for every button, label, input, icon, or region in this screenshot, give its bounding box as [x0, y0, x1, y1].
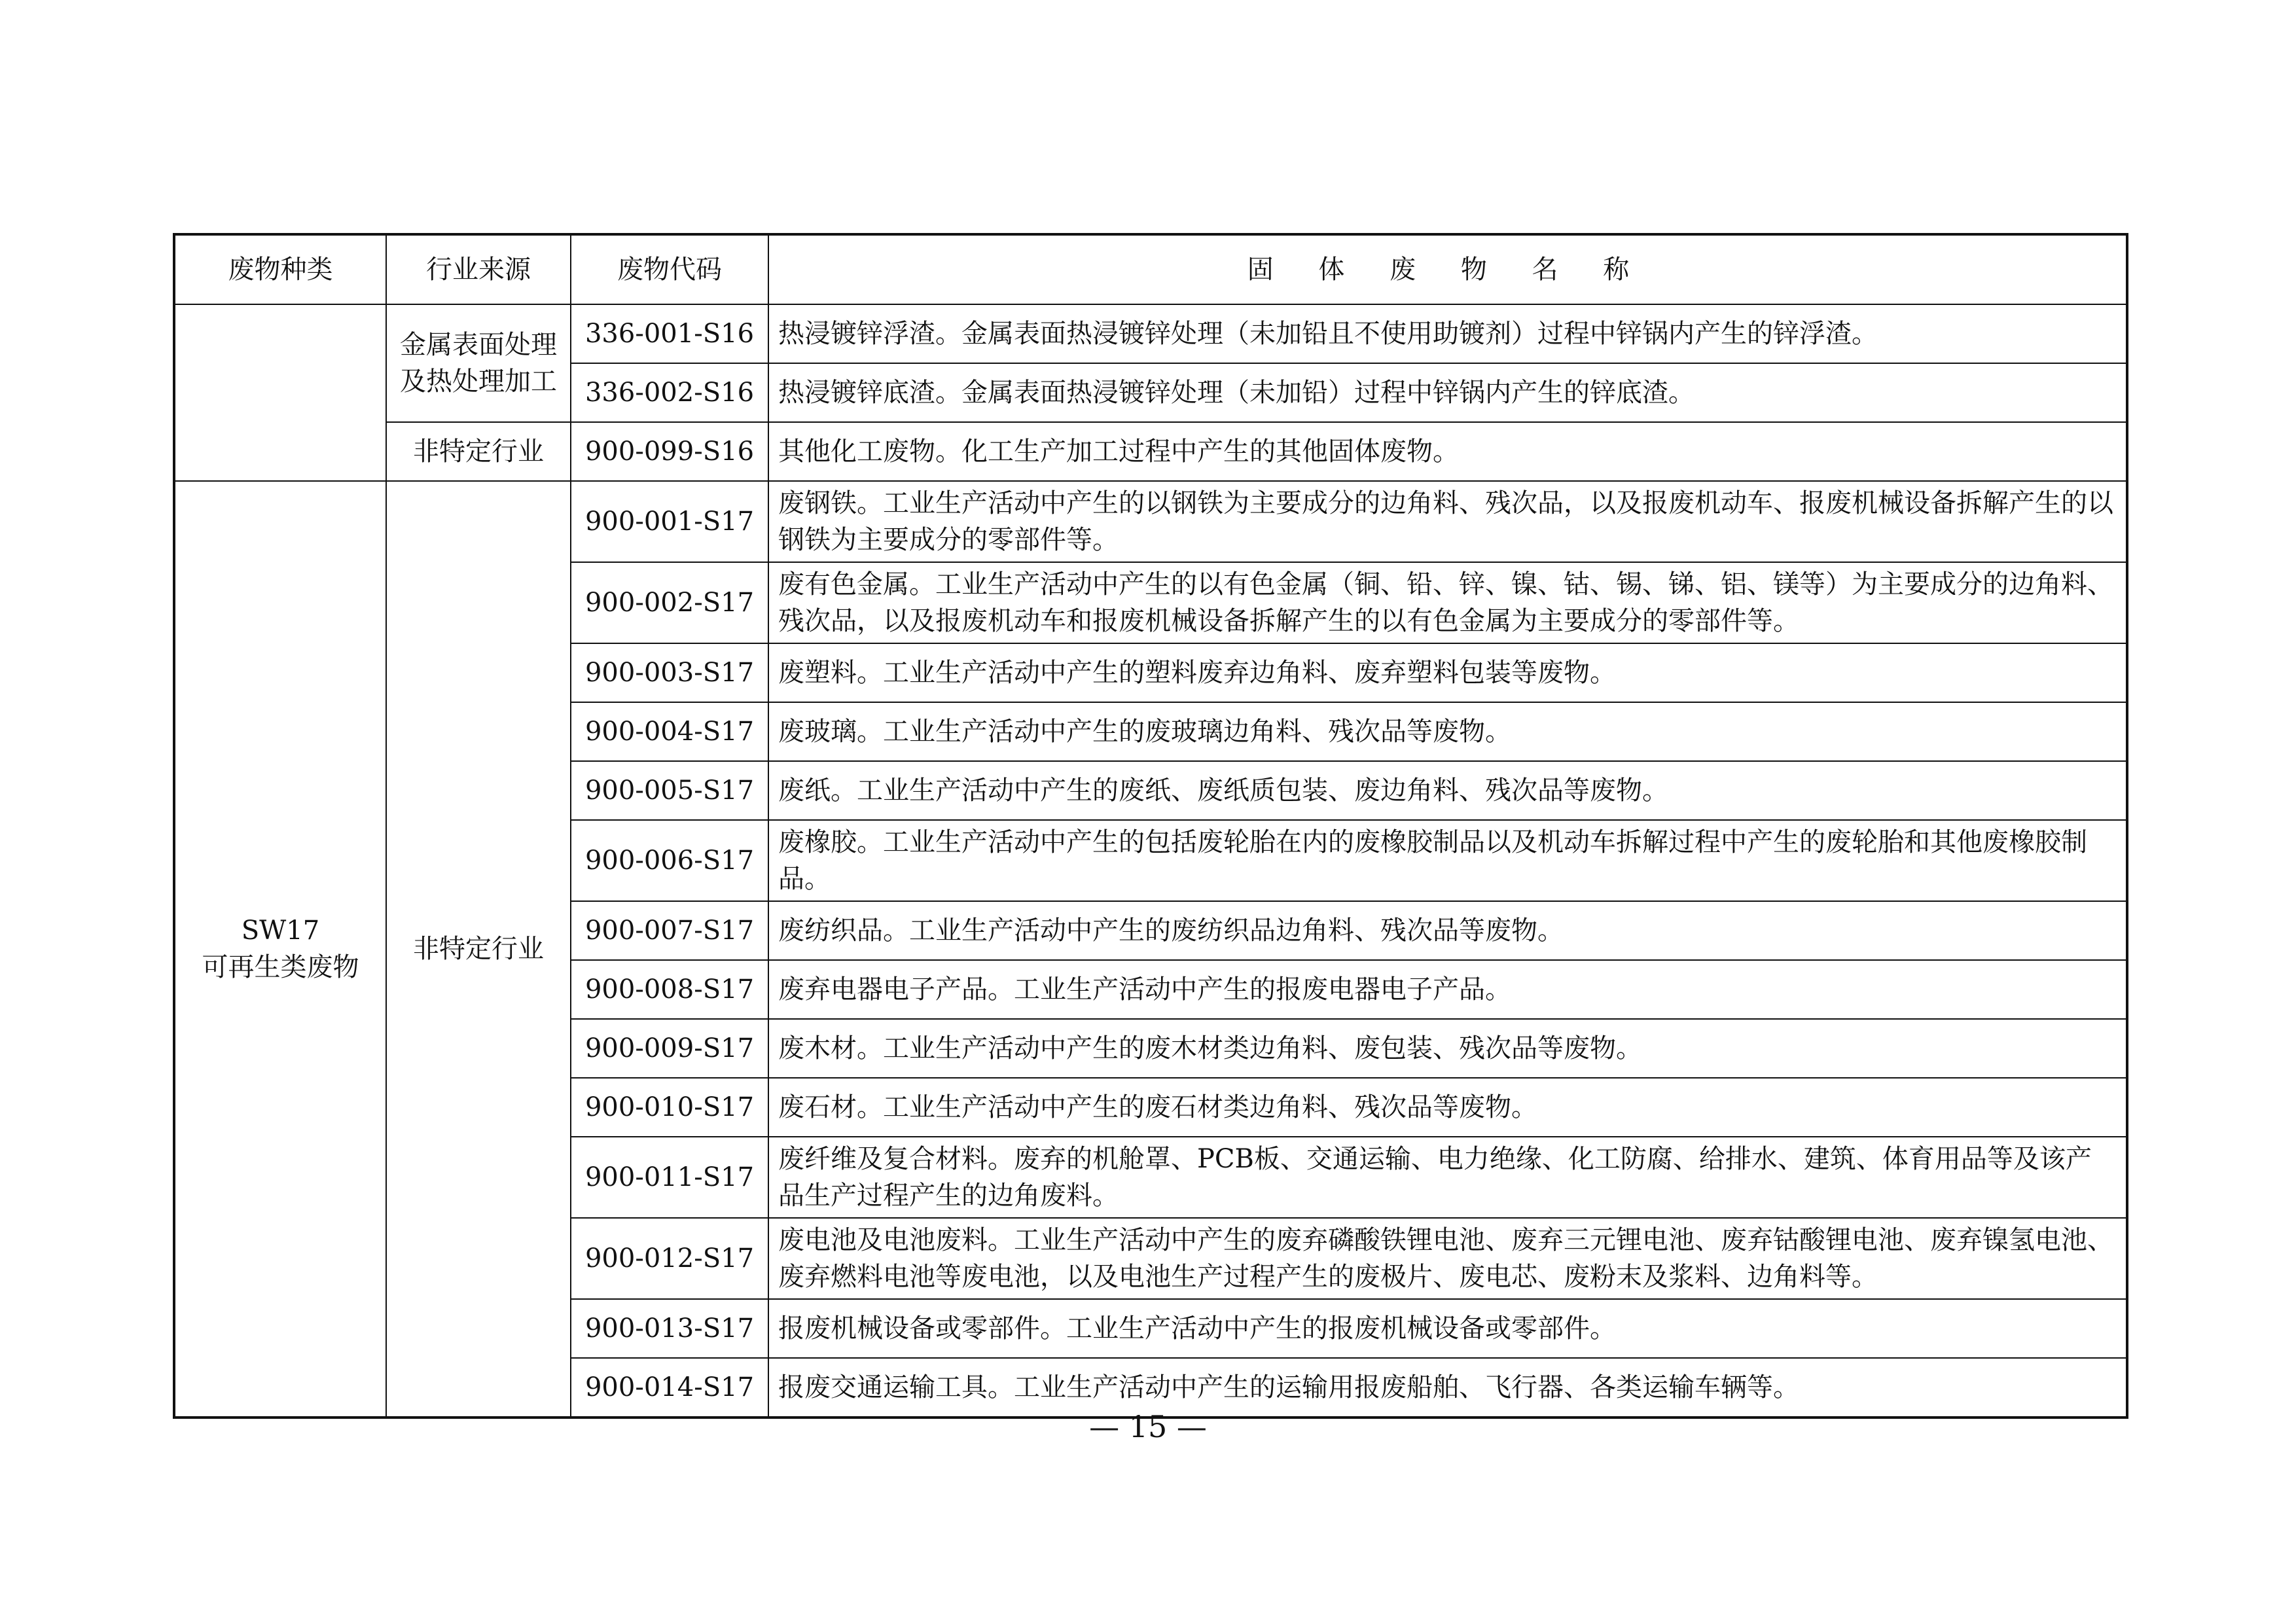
- header-kind: 废物种类: [174, 234, 386, 304]
- code-cell: 900-013-S17: [571, 1299, 768, 1358]
- kind-cell-sw16: [174, 304, 386, 481]
- description-cell: 废电池及电池废料。工业生产活动中产生的废弃磷酸铁锂电池、废弃三元锂电池、废弃钴酸锂电池、废弃镍氢电池、废弃燃料电池等废电池，以及电池生产过程产生的废极片、废电芯、废粉末及浆料、边角料等。: [768, 1218, 2127, 1299]
- description-cell: 废橡胶。工业生产活动中产生的包括废轮胎在内的废橡胶制品以及机动车拆解过程中产生的废轮胎和其他废橡胶制品。: [768, 820, 2127, 901]
- kind-code: SW17: [241, 916, 320, 946]
- source-cell: 金属表面处理及热处理加工: [386, 304, 571, 422]
- description-cell: 废塑料。工业生产活动中产生的塑料废弃边角料、废弃塑料包装等废物。: [768, 643, 2127, 702]
- table-row: [174, 304, 2127, 363]
- code-cell: 900-001-S17: [571, 481, 768, 562]
- kind-cell-sw17: [174, 481, 386, 1418]
- header-source: 行业来源: [386, 234, 571, 304]
- description-cell: 废木材。工业生产活动中产生的废木材类边角料、废包装、残次品等废物。: [768, 1019, 2127, 1078]
- code-cell: 900-008-S17: [571, 960, 768, 1019]
- code-cell: 900-003-S17: [571, 643, 768, 702]
- description-cell: 报废交通运输工具。工业生产活动中产生的运输用报废船舶、飞行器、各类运输车辆等。: [768, 1358, 2127, 1418]
- description-cell: 其他化工废物。化工生产加工过程中产生的其他固体废物。: [768, 422, 2127, 481]
- code-cell: 900-002-S17: [571, 562, 768, 643]
- description-cell: 热浸镀锌浮渣。金属表面热浸镀锌处理（未加铅且不使用助镀剂）过程中锌锅内产生的锌浮渣。: [768, 304, 2127, 363]
- description-cell: 废玻璃。工业生产活动中产生的废玻璃边角料、残次品等废物。: [768, 702, 2127, 761]
- code-cell: 900-099-S16: [571, 422, 768, 481]
- description-cell: 废弃电器电子产品。工业生产活动中产生的报废电器电子产品。: [768, 960, 2127, 1019]
- description-cell: 热浸镀锌底渣。金属表面热浸镀锌处理（未加铅）过程中锌锅内产生的锌底渣。: [768, 363, 2127, 422]
- code-cell: 900-010-S17: [571, 1078, 768, 1137]
- table-row: [174, 422, 2127, 481]
- kind-name: 可再生类废物: [202, 952, 359, 982]
- page-number: — 15 —: [1089, 1409, 1207, 1444]
- header-name: 固 体 废 物 名 称: [768, 234, 2127, 304]
- description-cell: 报废机械设备或零部件。工业生产活动中产生的报废机械设备或零部件。: [768, 1299, 2127, 1358]
- description-cell: 废石材。工业生产活动中产生的废石材类边角料、残次品等废物。: [768, 1078, 2127, 1137]
- code-cell: 900-009-S17: [571, 1019, 768, 1078]
- header-code: 废物代码: [571, 234, 768, 304]
- source-cell: 非特定行业: [386, 481, 571, 1418]
- code-cell: 900-012-S17: [571, 1218, 768, 1299]
- description-cell: 废有色金属。工业生产活动中产生的以有色金属（铜、铅、锌、镍、钴、锡、锑、铝、镁等）为主要成分的边角料、残次品，以及报废机动车和报废机械设备拆解产生的以有色金属为主要成分的零部件等。: [768, 562, 2127, 643]
- description-cell: 废纺织品。工业生产活动中产生的废纺织品边角料、残次品等废物。: [768, 901, 2127, 960]
- code-cell: 900-007-S17: [571, 901, 768, 960]
- code-cell: 900-011-S17: [571, 1137, 768, 1218]
- description-cell: 废纸。工业生产活动中产生的废纸、废纸质包装、废边角料、残次品等废物。: [768, 761, 2127, 820]
- source-cell: 非特定行业: [386, 422, 571, 481]
- code-cell: 336-002-S16: [571, 363, 768, 422]
- code-cell: 900-005-S17: [571, 761, 768, 820]
- waste-classification-table: [173, 233, 2128, 1419]
- code-cell: 900-004-S17: [571, 702, 768, 761]
- code-cell: 336-001-S16: [571, 304, 768, 363]
- code-cell: 900-014-S17: [571, 1358, 768, 1418]
- description-cell: 废钢铁。工业生产活动中产生的以钢铁为主要成分的边角料、残次品，以及报废机动车、报废机械设备拆解产生的以钢铁为主要成分的零部件等。: [768, 481, 2127, 562]
- table-row: [174, 481, 2127, 562]
- code-cell: 900-006-S17: [571, 820, 768, 901]
- description-cell: 废纤维及复合材料。废弃的机舱罩、PCB板、交通运输、电力绝缘、化工防腐、给排水、建筑、体育用品等及该产品生产过程产生的边角废料。: [768, 1137, 2127, 1218]
- table-header-row: [174, 234, 2127, 304]
